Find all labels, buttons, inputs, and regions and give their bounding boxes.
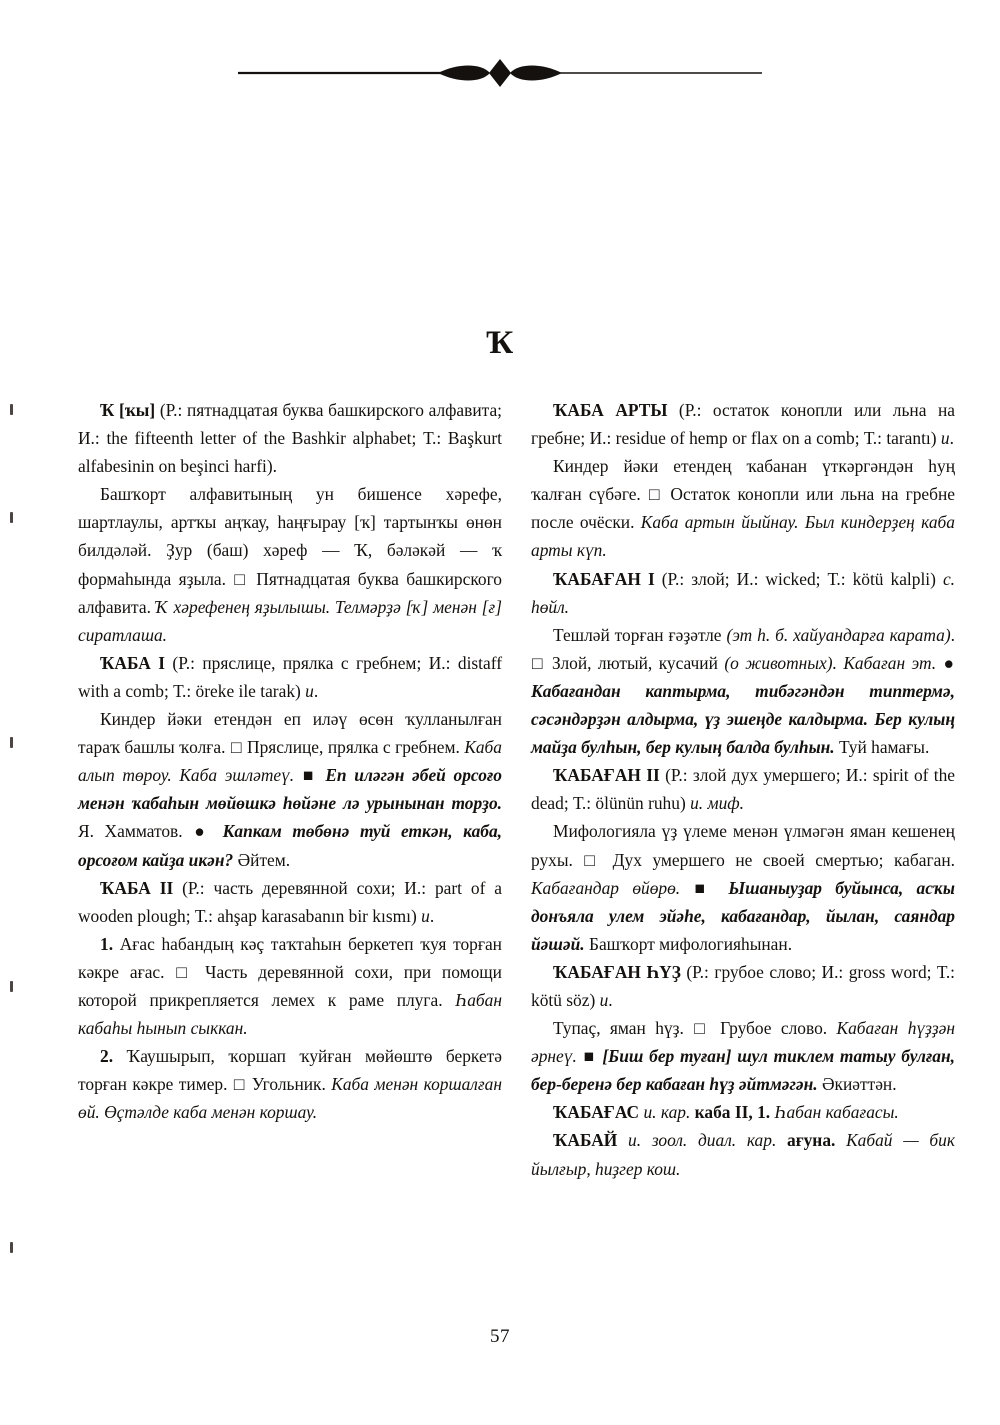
text-run: Башҡорт мифологияһынан.: [588, 933, 793, 954]
headword: 1.: [100, 933, 114, 954]
italic-run: (эт һ. б. хайуандарға карата): [726, 624, 951, 645]
text-run: (Р.: пряслице, прялка с гребнем; И.: distaff with a comb; Т.: öreke ile tarak): [78, 652, 502, 701]
text-run: Киндер йәки етендең ҡабанан үткәргәндән һуң ҡалған сүбәге.: [531, 456, 955, 505]
text-run: Часть деревянной сохи, при помощи которой прикрепляется лемех к раме плуга.: [78, 961, 502, 1010]
dictionary-entry: [531, 1126, 955, 1182]
text-run: (Р.: часть деревянной сохи; И.: part of a wooden plough; Т.: ahşap karasabanın bir kısmı): [78, 877, 502, 926]
text-run: (Р.: грубое слово; И.: gross word; Т.: kötü söz): [531, 961, 955, 1010]
text-run: Әкиәттән.: [821, 1074, 897, 1095]
square-marker: □: [233, 1074, 246, 1095]
round-marker: ●: [194, 821, 211, 842]
filled-square-marker: ■: [694, 877, 714, 898]
text-run: .: [313, 680, 319, 701]
text-run: Грубое слово.: [710, 1018, 837, 1039]
bold-italic-run: Кабағандан каптырма, тибәгәндән типтермә, сәсәндәрҙән алдырма, үҙ эшеңде калдырма. Бер кулың майҙа булһын, бер кулың балда булһын.: [531, 680, 955, 758]
dictionary-entry: [78, 874, 502, 930]
dictionary-entry: [78, 705, 502, 874]
text-run: Ҡаушырып, ҡоршап ҡуйған мөйөштө беркетә торған кәкре тимер.: [78, 1046, 502, 1095]
headword: ҠАБАҒАН I: [553, 568, 655, 589]
text-run: .: [949, 428, 954, 449]
headword: ҠАБА II: [100, 877, 174, 898]
bold-italic-run: [Биш бер туған] шул тиклем татыу булған, бер-беренә бер кабаған һүҙ әйтмәгән.: [531, 1046, 955, 1095]
headword: ҠАБА I: [100, 652, 165, 673]
dictionary-entry: [531, 1098, 955, 1126]
italic-run: и: [940, 428, 950, 449]
text-run: Злой, лютый, кусачий: [545, 652, 725, 673]
italic-run: и: [421, 905, 430, 926]
italic-run: Ҡ хәрефенең яҙылышы. Телмәрҙә [ҡ] менән [ғ] сиратлаша.: [78, 596, 502, 645]
left-column: [78, 396, 502, 1126]
italic-run: Кабағандар өйөрө.: [531, 877, 694, 898]
text-run: Я. Хамматов.: [78, 821, 194, 842]
text-run: Туй һамағы.: [839, 737, 930, 758]
text-run: Угольник.: [246, 1074, 332, 1095]
filled-square-marker: ■: [583, 1046, 596, 1067]
dictionary-entry: [78, 649, 502, 705]
square-marker: □: [584, 849, 602, 870]
italic-run: Һабан кабағасы.: [770, 1102, 899, 1123]
scan-artifact-mark: [10, 737, 13, 748]
dictionary-entry: [531, 452, 955, 564]
headword: 2.: [100, 1046, 114, 1067]
text-run: Тупаç, яман һүҙ.: [553, 1018, 694, 1039]
italic-run: (о животных). Кабаған эт.: [724, 652, 943, 673]
dictionary-entry: [78, 1042, 502, 1126]
text-run: Киндер йәки етендән еп иләү өсөн ҡулланылған тараҡ башлы ҡолға.: [78, 709, 502, 758]
italic-run: и. зоол. диал. кар.: [617, 1130, 788, 1151]
bold-italic-run: Еп иләгән әбей орсоғо менән ҡабаһын мөйөшкә һөйәне лә урынынан торҙо.: [78, 765, 502, 814]
italic-run: и. миф.: [690, 793, 744, 814]
headword: ҠАБАҒАН ҺҮҘ: [553, 961, 681, 982]
page-header-ornament: [238, 56, 762, 88]
text-run: Әйтем.: [237, 849, 291, 870]
page-number: 57: [490, 1326, 510, 1347]
dictionary-entry: [78, 396, 502, 480]
italic-run: Кабаған һүҙҙән әрнеү.: [531, 1018, 955, 1067]
italic-run: Кабай — бик йылғыр, һиҙгер кош.: [531, 1130, 955, 1179]
text-run: (Р.: пятнадцатая буква башкирского алфавита; И.: the fifteenth letter of the Bashkir alphabet; Т.: Başkurt alfabesinin on beşinci harfi).: [78, 400, 502, 477]
dictionary-entry: [78, 480, 502, 649]
italic-run: и. кар.: [639, 1102, 695, 1123]
right-column: [531, 396, 955, 1183]
italic-run: Каба менән коршалған өй. Өçтәлде каба менән коршау.: [78, 1074, 502, 1123]
headword: ҠАБА АРТЫ: [553, 400, 668, 420]
scan-artifact-mark: [10, 404, 13, 415]
scan-artifact-mark: [10, 1242, 13, 1253]
text-run: (Р.: злой; И.: wicked; Т.: kötü kalpli): [654, 568, 943, 589]
text-run: Остаток конопли или льна на гребне после очёски.: [531, 484, 955, 533]
dictionary-entry: [531, 396, 955, 452]
headword: каба II, 1.: [694, 1102, 771, 1123]
italic-run: и: [599, 989, 609, 1010]
square-marker: □: [230, 737, 242, 758]
text-run: .: [429, 905, 435, 926]
italic-run: Каба артын йыйнау. Был киндерҙең каба арты күп.: [531, 512, 955, 561]
text-run: Дух умершего не своей смертью; кабаган.: [602, 849, 955, 870]
dictionary-entry: [531, 565, 955, 621]
italic-run: Каба алып төроу. Каба эшләтеү.: [78, 737, 502, 786]
text-run: Тешләй торған ғәҙәтле: [553, 624, 727, 645]
round-marker: ●: [943, 652, 954, 673]
text-run: Ағас һабандың кәç таҡтаһын беркетеп ҡуя торған кәкре ағас.: [78, 933, 502, 982]
square-marker: □: [234, 568, 248, 589]
italic-run: и: [305, 680, 314, 701]
headword: ағуна.: [787, 1130, 836, 1151]
headword: ҠАБАҒАН II: [553, 765, 660, 786]
filled-square-marker: ■: [302, 765, 317, 786]
text-run: Башҡорт алфавитының ун бишенсе хәрефе, шартлаулы, артҡы аңҡау, һаңғырау [ҡ] тартынҡы өнөн билдәләй. Ҙур (баш) хәреф — Ҡ, бәләкәй — ҡ формаһында яҙыла.: [78, 484, 502, 589]
square-marker: □: [176, 961, 194, 982]
text-run: Мифологияла үҙ үлеме менән үлмәгән яман кешенең рухы.: [531, 821, 955, 870]
italic-run: с. һөйл.: [531, 568, 956, 617]
text-run: .: [608, 989, 613, 1010]
dictionary-entry: [78, 930, 502, 1042]
dictionary-entry: [531, 817, 955, 957]
text-run: .: [950, 624, 955, 645]
square-marker: □: [694, 1018, 710, 1039]
square-marker: □: [532, 652, 545, 673]
headword: Ҡ [ҡы]: [100, 400, 156, 420]
dictionary-entry: [531, 621, 955, 761]
dictionary-body: [78, 396, 955, 1296]
headword: ҠАБАҒАС: [553, 1102, 640, 1123]
dictionary-entry: [531, 761, 955, 817]
bold-italic-run: Ышаныуҙар буйынса, асҡы донъяла улем эйәһе, кабағандар, йылан, саяндар йәшәй.: [531, 877, 955, 954]
text-run: (Р.: злой дух умершего; И.: spirit of the dead; Т.: ölünün ruhu): [531, 765, 955, 814]
page-title: Ҡ: [486, 325, 514, 361]
dictionary-entry: [531, 1014, 955, 1098]
scan-artifact-mark: [10, 512, 13, 523]
text-run: (Р.: остаток конопли или льна на гребне; И.: residue of hemp or flax on a comb; Т.: tarantı): [531, 400, 955, 449]
text-run: Пряслице, прялка с гребнем.: [242, 737, 465, 758]
headword: ҠАБАЙ: [553, 1130, 618, 1151]
text-run: Пятнадцатая буква башкирского алфавита.: [78, 568, 502, 617]
bold-italic-run: Капкам төбөнә туй еткән, каба, орсоғом кайҙа икән?: [78, 821, 502, 870]
italic-run: Һабан кабаһы һынып сыккан.: [78, 989, 502, 1039]
dictionary-entry: [531, 958, 955, 1014]
square-marker: □: [648, 484, 663, 505]
scan-artifact-mark: [10, 981, 13, 992]
